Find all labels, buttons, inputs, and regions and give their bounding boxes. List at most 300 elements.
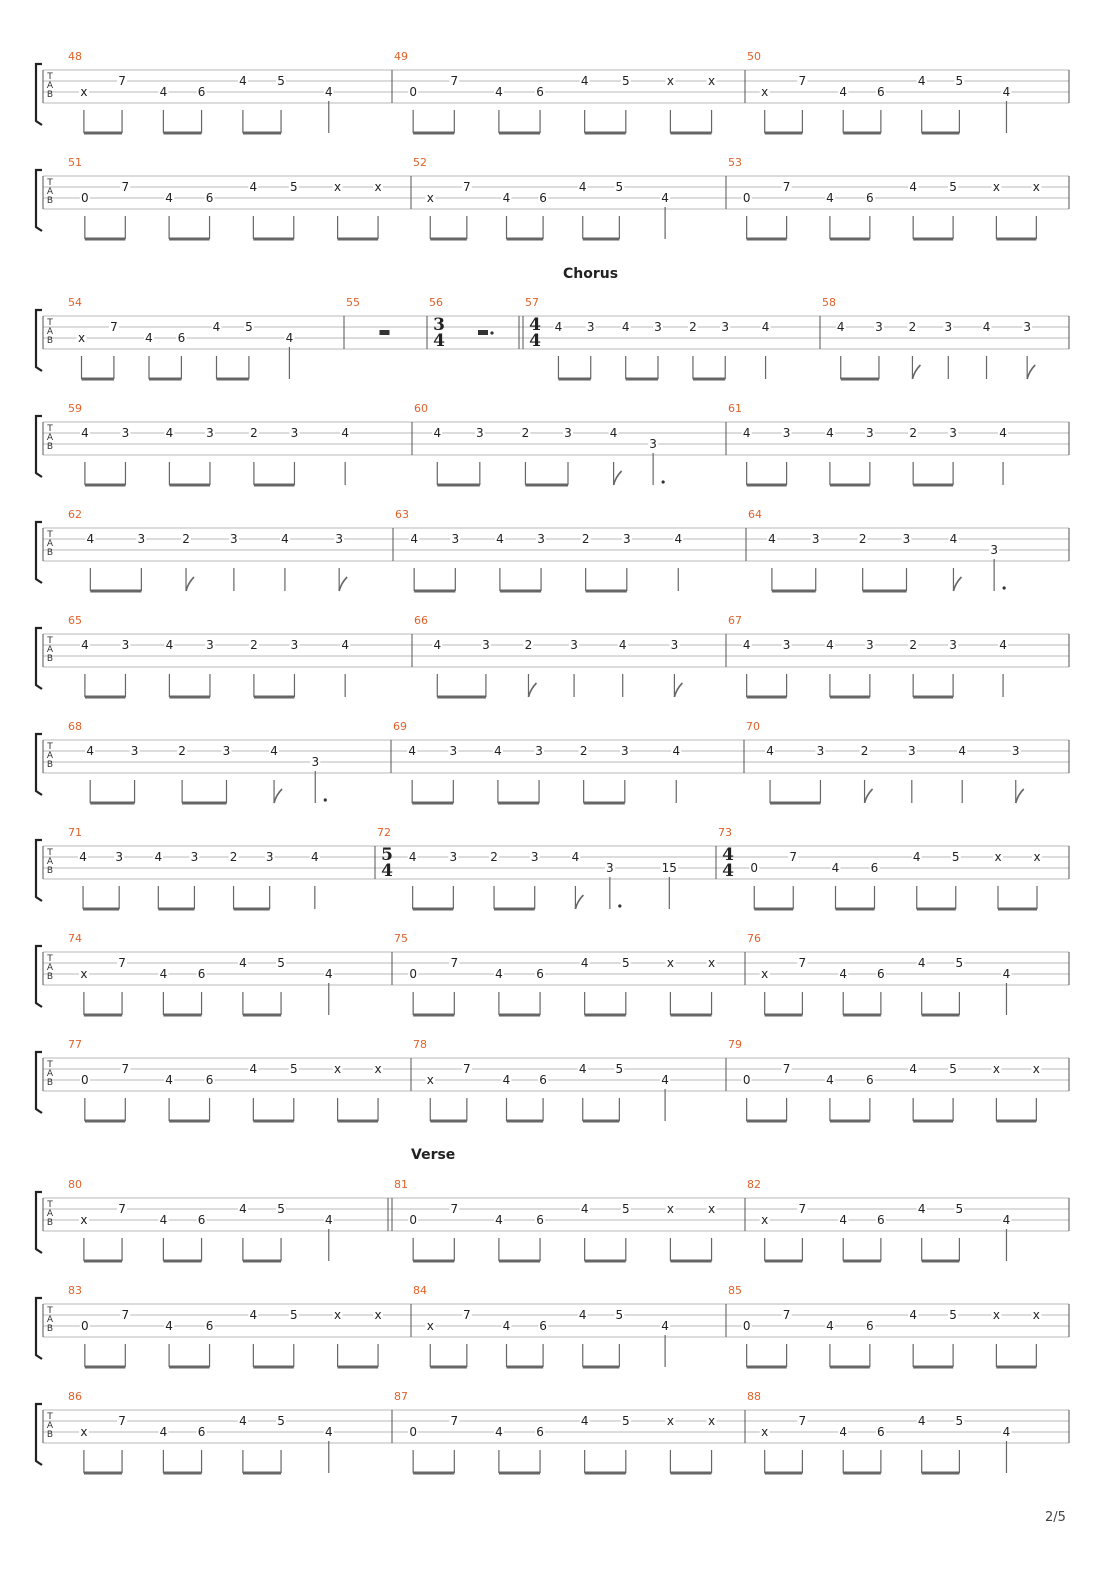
fret-number: 0	[742, 1319, 751, 1333]
fret-number: 4	[239, 1414, 247, 1428]
time-signature-bottom: 4	[722, 861, 734, 881]
eighth-flag	[339, 577, 347, 591]
time-signature-bottom: 4	[529, 331, 541, 351]
fret-number: 4	[609, 426, 618, 440]
measure-number: 53	[728, 156, 742, 169]
fret-number: 6	[197, 1425, 206, 1439]
tab-system	[0, 1274, 1110, 1384]
measure-number: 73	[718, 826, 732, 839]
fret-number: 0	[81, 191, 89, 205]
tab-system	[0, 604, 1110, 714]
measure-number: 87	[394, 1390, 408, 1403]
fret-number: 3	[1011, 744, 1020, 758]
measure-number: 64	[748, 508, 762, 521]
fret-number: x	[666, 1202, 674, 1216]
tab-clef-letter: T	[47, 636, 53, 646]
tab-clef-letter: T	[47, 742, 53, 752]
fret-number: 6	[536, 85, 544, 99]
augmentation-dot	[618, 904, 621, 907]
tab-clef-letter: B	[46, 1218, 54, 1228]
fret-number: 4	[826, 638, 834, 652]
fret-number: 0	[81, 1073, 89, 1087]
system-bracket	[36, 1298, 42, 1359]
fret-number: 6	[205, 191, 214, 205]
fret-number: 4	[496, 532, 504, 546]
measure-number: 56	[429, 296, 443, 309]
fret-number: 4	[958, 744, 967, 758]
tab-clef-letter: B	[46, 548, 54, 558]
fret-number: 3	[570, 638, 578, 652]
fret-number: 4	[145, 331, 153, 345]
fret-number: 4	[949, 532, 958, 546]
fret-number: 4	[742, 638, 751, 652]
fret-number: 5	[949, 1308, 957, 1322]
fret-number: x	[708, 956, 716, 970]
fret-number: x	[708, 74, 716, 88]
tab-clef-letter: B	[46, 1324, 54, 1334]
measure-number: 82	[747, 1178, 761, 1191]
fret-number: 3	[121, 426, 130, 440]
fret-number: 4	[433, 426, 442, 440]
fret-number: 6	[536, 967, 544, 981]
fret-number: 3	[721, 320, 730, 334]
fret-number: x	[1033, 850, 1041, 864]
fret-number: x	[334, 1308, 342, 1322]
fret-number: 3	[537, 532, 545, 546]
measure-number: 71	[68, 826, 82, 839]
fret-number: 4	[159, 85, 168, 99]
fret-number: 3	[907, 744, 916, 758]
fret-number: 5	[277, 1414, 285, 1428]
fret-number: 5	[621, 1202, 630, 1216]
fret-number: 3	[816, 744, 825, 758]
measure-number: 67	[728, 614, 742, 627]
fret-number: x	[992, 180, 1000, 194]
fret-number: 4	[839, 1425, 848, 1439]
fret-number: 6	[539, 1319, 547, 1333]
fret-number: 4	[408, 850, 417, 864]
fret-number: 7	[463, 1062, 471, 1076]
fret-number: 4	[249, 1062, 258, 1076]
fret-number: 4	[917, 956, 926, 970]
fret-number: 0	[742, 191, 751, 205]
measure-number: 69	[393, 720, 407, 733]
eighth-flag	[1027, 365, 1035, 379]
fret-number: 3	[902, 532, 911, 546]
fret-number: 4	[1002, 1213, 1011, 1227]
measure-number: 83	[68, 1284, 82, 1297]
fret-number: 7	[450, 1202, 459, 1216]
tab-clef-letter: T	[47, 1412, 53, 1422]
fret-number: 4	[495, 1213, 503, 1227]
fret-number: 4	[79, 850, 87, 864]
fret-number: x	[374, 1062, 382, 1076]
fret-number: x	[334, 180, 342, 194]
fret-number: 3	[137, 532, 146, 546]
tab-system	[0, 1028, 1110, 1138]
fret-number: 4	[766, 744, 774, 758]
tab-clef-letter: B	[46, 972, 54, 982]
fret-number: 5	[277, 956, 285, 970]
fret-number: 4	[999, 426, 1007, 440]
time-signature-top: 4	[722, 845, 734, 865]
fret-number: 4	[495, 967, 503, 981]
measure-56	[427, 296, 494, 351]
fret-number: 3	[190, 850, 199, 864]
fret-number: 7	[798, 1414, 807, 1428]
fret-number: x	[708, 1202, 716, 1216]
fret-number: 4	[1002, 967, 1011, 981]
fret-number: 4	[324, 1213, 333, 1227]
tab-system	[0, 392, 1110, 502]
fret-number: 4	[839, 967, 848, 981]
fret-number: 4	[1002, 85, 1011, 99]
tab-clef-letter: A	[46, 645, 54, 655]
fret-number: 7	[110, 320, 118, 334]
fret-number: 4	[159, 967, 168, 981]
fret-number: 6	[870, 861, 879, 875]
fret-number: 4	[917, 74, 926, 88]
fret-number: x	[426, 1073, 434, 1087]
fret-number: 7	[121, 1062, 130, 1076]
eighth-flag	[528, 683, 536, 697]
fret-number: 6	[539, 1073, 547, 1087]
fret-number: 6	[877, 1425, 885, 1439]
tab-clef-letter: T	[47, 530, 53, 540]
fret-number: 4	[324, 967, 333, 981]
measure-number: 80	[68, 1178, 82, 1191]
fret-number: 3	[620, 744, 629, 758]
measure-number: 55	[346, 296, 360, 309]
fret-number: 5	[289, 180, 298, 194]
system-bracket	[36, 310, 42, 371]
fret-number: 4	[999, 638, 1007, 652]
fret-number: x	[80, 85, 88, 99]
fret-number: 4	[917, 1414, 926, 1428]
eighth-flag	[575, 895, 583, 909]
measure-number: 58	[822, 296, 836, 309]
tab-clef-letter: B	[46, 1430, 54, 1440]
measure-number: 65	[68, 614, 82, 627]
fret-number: 4	[324, 85, 333, 99]
fret-number: 4	[159, 1213, 168, 1227]
eighth-flag	[953, 577, 961, 591]
fret-number: 5	[621, 956, 630, 970]
fret-number: 5	[951, 850, 960, 864]
measure-number: 62	[68, 508, 82, 521]
fret-number: 3	[606, 861, 614, 875]
fret-number: 3	[115, 850, 123, 864]
tab-system	[0, 146, 1110, 256]
fret-number: 7	[118, 956, 126, 970]
measure-number: 50	[747, 50, 761, 63]
system-bracket	[36, 628, 42, 689]
fret-number: 0	[81, 1319, 89, 1333]
measure-number: 70	[746, 720, 760, 733]
system-bracket	[36, 416, 42, 477]
fret-number: 3	[649, 437, 657, 451]
fret-number: 3	[206, 638, 214, 652]
tab-clef-letter: T	[47, 1306, 53, 1316]
fret-number: 4	[249, 180, 258, 194]
fret-number: 3	[449, 744, 458, 758]
fret-number: x	[77, 331, 86, 345]
fret-number: 4	[982, 320, 991, 334]
fret-number: 6	[197, 967, 206, 981]
measure-number: 81	[394, 1178, 408, 1191]
fret-number: 5	[245, 320, 253, 334]
fret-number: 2	[858, 532, 867, 546]
fret-number: 3	[535, 744, 543, 758]
fret-number: x	[666, 1414, 674, 1428]
fret-number: 7	[463, 180, 471, 194]
tab-clef-letter: B	[46, 442, 54, 452]
fret-number: 2	[182, 532, 190, 546]
system-bracket	[36, 522, 42, 583]
fret-number: 6	[866, 1319, 874, 1333]
tab-clef-letter: A	[46, 1421, 54, 1431]
fret-number: x	[994, 850, 1002, 864]
fret-number: 5	[621, 74, 630, 88]
fret-number: 0	[750, 861, 759, 875]
fret-number: 4	[580, 956, 589, 970]
fret-number: 5	[615, 180, 624, 194]
tab-clef-letter: A	[46, 187, 54, 197]
tab-system	[0, 40, 1110, 150]
tab-clef-letter: A	[46, 1209, 54, 1219]
fret-number: x	[761, 967, 769, 981]
fret-number: 5	[615, 1062, 624, 1076]
measure-number: 74	[68, 932, 82, 945]
measure-number: 77	[68, 1038, 82, 1051]
fret-number: 0	[742, 1073, 751, 1087]
fret-number: 3	[290, 638, 299, 652]
time-signature-top: 5	[381, 845, 393, 865]
fret-number: 2	[250, 638, 258, 652]
fret-number: x	[761, 1425, 769, 1439]
fret-number: 5	[615, 1308, 624, 1322]
rest-half	[380, 330, 390, 335]
fret-number: 4	[578, 1062, 587, 1076]
tab-clef-letter: T	[47, 1200, 53, 1210]
tab-clef-letter: A	[46, 751, 54, 761]
fret-number: 6	[197, 1213, 206, 1227]
fret-number: 3	[230, 532, 238, 546]
fret-number: 3	[654, 320, 662, 334]
fret-number: x	[992, 1062, 1000, 1076]
system-bracket	[36, 1404, 42, 1465]
fret-number: 2	[908, 320, 917, 334]
augmentation-dot	[662, 480, 665, 483]
fret-number: 7	[450, 1414, 459, 1428]
fret-number: 5	[949, 180, 957, 194]
fret-number: 4	[165, 638, 174, 652]
fret-number: 4	[495, 85, 503, 99]
fret-number: x	[761, 85, 769, 99]
tab-clef-letter: T	[47, 72, 53, 82]
fret-number: x	[334, 1062, 342, 1076]
fret-number: 7	[798, 74, 807, 88]
fret-number: x	[426, 1319, 434, 1333]
fret-number: 6	[877, 85, 885, 99]
fret-number: 3	[265, 850, 274, 864]
fret-number: 4	[212, 320, 221, 334]
fret-number: 5	[277, 74, 285, 88]
fret-number: 4	[836, 320, 845, 334]
fret-number: 0	[409, 967, 417, 981]
fret-number: 7	[782, 1308, 791, 1322]
fret-number: 4	[165, 1319, 173, 1333]
fret-number: x	[374, 1308, 382, 1322]
fret-number: 2	[689, 320, 697, 334]
augmentation-dot	[1003, 586, 1006, 589]
fret-number: 4	[341, 638, 349, 652]
fret-number: 3	[335, 532, 343, 546]
fret-number: 3	[990, 543, 998, 557]
fret-number: x	[666, 956, 674, 970]
fret-number: 4	[826, 1073, 834, 1087]
fret-number: 3	[451, 532, 460, 546]
tab-clef-letter: A	[46, 327, 54, 337]
fret-number: 4	[502, 191, 511, 205]
tab-clef-letter: T	[47, 178, 53, 188]
fret-number: 4	[839, 1213, 848, 1227]
tab-clef-letter: T	[47, 848, 53, 858]
fret-number: 4	[495, 1425, 503, 1439]
rest-half	[478, 330, 488, 335]
fret-number: 4	[502, 1073, 511, 1087]
fret-number: 3	[121, 638, 130, 652]
fret-number: 4	[310, 850, 319, 864]
fret-number: 4	[571, 850, 580, 864]
measure-number: 52	[413, 156, 427, 169]
fret-number: x	[1032, 1062, 1040, 1076]
fret-number: 5	[621, 1414, 630, 1428]
tab-clef-letter: T	[47, 318, 53, 328]
system-bracket	[36, 64, 42, 125]
tab-system	[0, 1168, 1110, 1278]
fret-number: 4	[270, 744, 278, 758]
fret-number: 7	[450, 956, 459, 970]
fret-number: 3	[782, 426, 791, 440]
fret-number: 3	[866, 638, 874, 652]
time-signature-top: 3	[433, 315, 445, 335]
fret-number: 4	[909, 1062, 917, 1076]
fret-number: 2	[581, 532, 590, 546]
fret-number: 4	[826, 426, 834, 440]
fret-number: 4	[249, 1308, 258, 1322]
measure-number: 86	[68, 1390, 82, 1403]
eighth-flag	[912, 365, 920, 379]
fret-number: 3	[586, 320, 595, 334]
measure-number: 59	[68, 402, 82, 415]
fret-number: 0	[409, 1213, 417, 1227]
measure-number: 51	[68, 156, 82, 169]
fret-number: 4	[578, 1308, 587, 1322]
tab-clef-letter: T	[47, 954, 53, 964]
fret-number: x	[426, 191, 434, 205]
fret-number: 2	[250, 426, 258, 440]
fret-number: 4	[554, 320, 563, 334]
eighth-flag	[186, 577, 194, 591]
fret-number: 5	[949, 1062, 957, 1076]
fret-number: 2	[579, 744, 588, 758]
system-bracket	[36, 1192, 42, 1253]
fret-number: 5	[955, 956, 964, 970]
fret-number: 4	[154, 850, 163, 864]
fret-number: 7	[798, 956, 807, 970]
tab-clef-letter: B	[46, 866, 54, 876]
fret-number: 4	[239, 956, 247, 970]
fret-number: 2	[860, 744, 869, 758]
rest-dot	[490, 331, 493, 334]
fret-number: 4	[618, 638, 627, 652]
tab-clef-letter: T	[47, 1060, 53, 1070]
fret-number: 4	[839, 85, 848, 99]
fret-number: 3	[564, 426, 572, 440]
measure-number: 63	[395, 508, 409, 521]
fret-number: 3	[811, 532, 820, 546]
fret-number: 4	[86, 532, 95, 546]
fret-number: 4	[281, 532, 289, 546]
fret-number: 3	[875, 320, 883, 334]
time-signature-bottom: 4	[381, 861, 393, 881]
fret-number: 3	[222, 744, 231, 758]
fret-number: x	[80, 1425, 88, 1439]
fret-number: 2	[524, 638, 533, 652]
fret-number: 4	[408, 744, 416, 758]
fret-number: 4	[433, 638, 442, 652]
tab-system	[0, 1380, 1110, 1490]
fret-number: x	[1032, 1308, 1040, 1322]
measure-number: 84	[413, 1284, 427, 1297]
measure-number: 68	[68, 720, 82, 733]
fret-number: 5	[277, 1202, 285, 1216]
fret-number: 4	[578, 180, 587, 194]
fret-number: 2	[178, 744, 186, 758]
measure-number: 60	[414, 402, 428, 415]
fret-number: x	[374, 180, 382, 194]
tab-clef-letter: B	[46, 760, 54, 770]
fret-number: 6	[866, 1073, 874, 1087]
tab-system	[0, 816, 1110, 926]
augmentation-dot	[324, 798, 327, 801]
fret-number: 2	[521, 426, 530, 440]
measure-number: 72	[377, 826, 391, 839]
fret-number: 6	[177, 331, 186, 345]
fret-number: 5	[955, 74, 964, 88]
fret-number: 4	[285, 331, 294, 345]
tab-clef-letter: A	[46, 433, 54, 443]
measure-number: 88	[747, 1390, 761, 1403]
system-bracket	[36, 946, 42, 1007]
fret-number: 3	[311, 755, 320, 769]
fret-number: 4	[742, 426, 751, 440]
fret-number: 5	[955, 1202, 964, 1216]
fret-number: 4	[494, 744, 502, 758]
fret-number: 6	[536, 1425, 544, 1439]
fret-number: 5	[955, 1414, 964, 1428]
fret-number: 4	[826, 191, 834, 205]
fret-number: 7	[121, 180, 130, 194]
fret-number: x	[80, 967, 88, 981]
fret-number: 15	[661, 861, 677, 875]
fret-number: 4	[661, 1073, 669, 1087]
system-bracket	[36, 734, 42, 795]
measure-number: 57	[525, 296, 539, 309]
tab-clef-letter: A	[46, 539, 54, 549]
fret-number: 2	[909, 426, 917, 440]
